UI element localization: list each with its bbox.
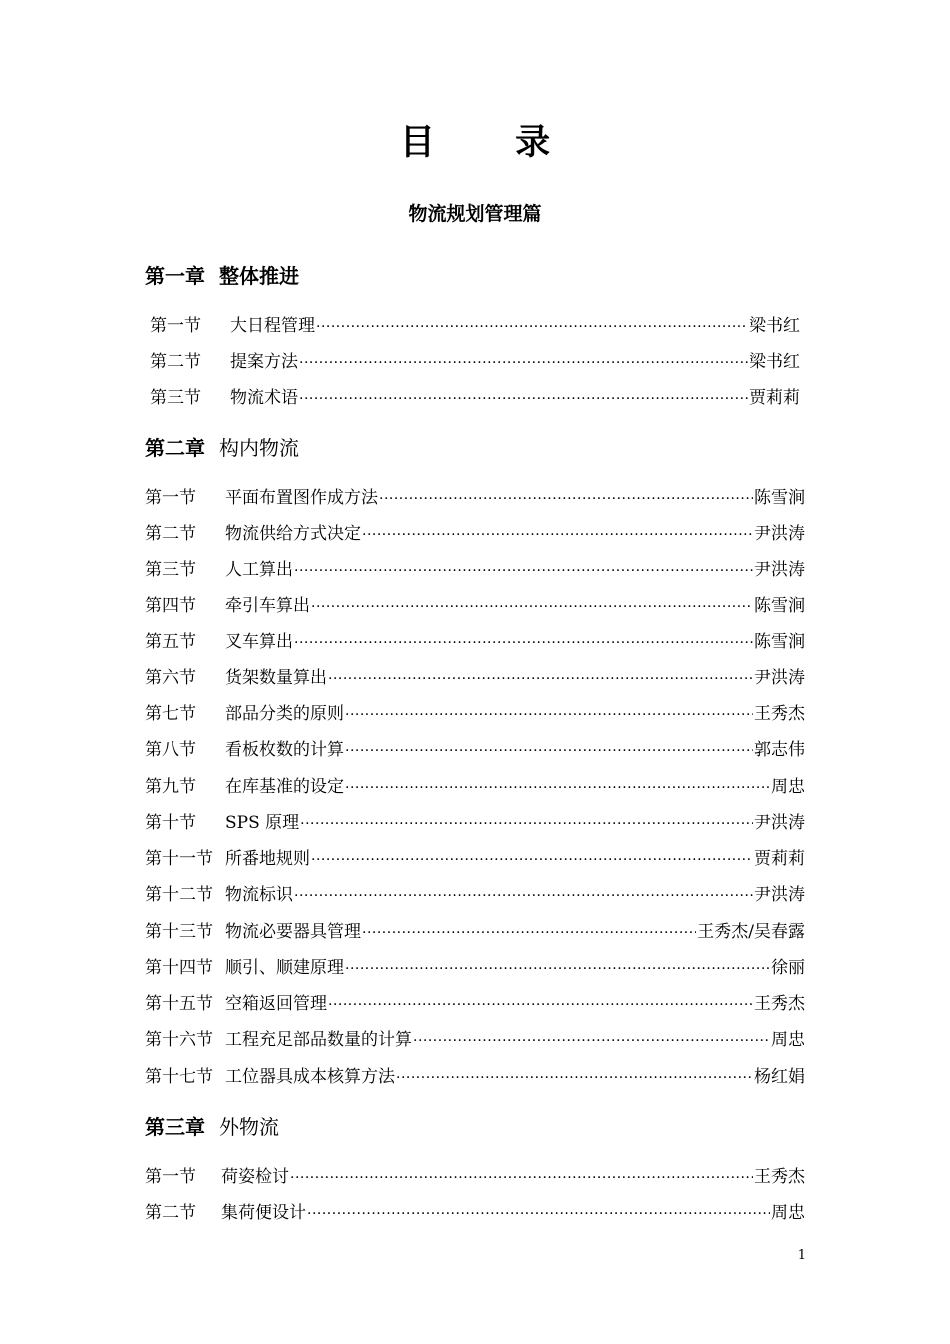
toc-entry[interactable] [145, 846, 805, 873]
chapter-name: 整体推进 [219, 264, 299, 288]
section-number: 第三节 [150, 388, 201, 408]
section-number: 第七节 [145, 704, 196, 724]
toc-entry[interactable] [145, 919, 805, 946]
dot-leader [311, 594, 753, 620]
section-number: 第十二节 [145, 885, 213, 905]
toc-entry[interactable] [145, 557, 805, 584]
toc-entry[interactable] [145, 810, 805, 837]
dot-leader [379, 486, 753, 512]
section-author: 梁书红 [749, 316, 800, 336]
section-author: 杨红娟 [754, 1067, 805, 1087]
section-title: 部品分类的原则 [225, 704, 344, 724]
toc-entry[interactable] [145, 665, 805, 692]
section-number: 第三节 [145, 560, 196, 580]
toc-entry[interactable] [145, 701, 805, 728]
section-title: 大日程管理 [230, 316, 315, 336]
section-author: 王秀杰 [754, 994, 805, 1014]
dot-leader [299, 386, 748, 412]
section-author: 周忠 [771, 1030, 805, 1050]
section-number: 第十七节 [145, 1067, 213, 1087]
chapter-number: 第一章 [145, 264, 205, 288]
section-author: 陈雪涧 [754, 488, 805, 508]
section-number: 第十五节 [145, 994, 213, 1014]
dot-leader [362, 920, 696, 946]
chapter-number: 第三章 [145, 1115, 205, 1139]
toc-entry[interactable] [145, 1027, 805, 1054]
section-title: 空箱返回管理 [225, 994, 327, 1014]
dot-leader [307, 1201, 770, 1227]
chapter-number: 第二章 [145, 436, 205, 460]
section-author: 贾莉莉 [749, 388, 800, 408]
toc-entry[interactable] [145, 521, 805, 548]
section-number: 第十四节 [145, 958, 213, 978]
section-title: 工程充足部品数量的计算 [225, 1030, 412, 1050]
section-author: 尹洪涛 [754, 885, 805, 905]
section-title: 平面布置图作成方法 [225, 488, 378, 508]
page-number: 1 [797, 1248, 806, 1263]
toc-entry[interactable] [150, 349, 800, 376]
page-title: 目 录 [399, 123, 585, 163]
dot-leader [345, 775, 770, 801]
section-number: 第四节 [145, 596, 196, 616]
chapter-heading [145, 1113, 279, 1141]
section-title: 看板枚数的计算 [225, 740, 344, 760]
dot-leader [311, 847, 753, 873]
section-title: SPS 原理 [225, 813, 300, 833]
section-title: 所番地规则 [225, 849, 310, 869]
dot-leader [300, 811, 753, 837]
section-number: 第一节 [145, 1167, 196, 1187]
dot-leader [345, 702, 753, 728]
dot-leader [328, 992, 753, 1018]
section-number: 第九节 [145, 777, 196, 797]
section-author: 郭志伟 [754, 740, 805, 760]
dot-leader [294, 630, 753, 656]
section-number: 第二节 [150, 352, 201, 372]
dot-leader [345, 956, 770, 982]
section-author: 尹洪涛 [754, 560, 805, 580]
toc-entry[interactable] [145, 991, 805, 1018]
section-title: 货架数量算出 [225, 668, 327, 688]
toc-entry[interactable] [145, 593, 805, 620]
section-author: 徐丽 [771, 958, 805, 978]
section-number: 第二节 [145, 1203, 196, 1223]
dot-leader [294, 558, 753, 584]
chapter-heading [145, 434, 299, 462]
section-author: 周忠 [771, 777, 805, 797]
section-title: 叉车算出 [225, 632, 293, 652]
toc-entry[interactable] [145, 629, 805, 656]
section-title: 物流标识 [225, 885, 293, 905]
dot-leader [290, 1165, 753, 1191]
section-title: 物流供给方式决定 [225, 524, 361, 544]
chapter-heading [145, 262, 299, 290]
section-number: 第一节 [150, 316, 201, 336]
toc-entry[interactable] [145, 485, 805, 512]
section-author: 周忠 [771, 1203, 805, 1223]
section-title: 牵引车算出 [225, 596, 310, 616]
section-title: 荷姿检讨 [221, 1167, 289, 1187]
section-number: 第五节 [145, 632, 196, 652]
section-author: 王秀杰 [754, 1167, 805, 1187]
toc-entry[interactable] [145, 1064, 805, 1091]
section-title: 集荷便设计 [221, 1203, 306, 1223]
section-author: 王秀杰 [754, 704, 805, 724]
toc-entry[interactable] [150, 313, 800, 340]
toc-entry[interactable] [150, 385, 800, 412]
section-number: 第十六节 [145, 1030, 213, 1050]
chapter-name: 构内物流 [219, 436, 299, 460]
section-title: 工位器具成本核算方法 [225, 1067, 395, 1087]
section-author: 尹洪涛 [754, 668, 805, 688]
part-subtitle: 物流规划管理篇 [408, 203, 542, 225]
dot-leader [328, 666, 753, 692]
section-title: 物流术语 [230, 388, 298, 408]
section-title: 提案方法 [230, 352, 298, 372]
dot-leader [362, 522, 753, 548]
section-number: 第十节 [145, 813, 196, 833]
dot-leader [345, 738, 753, 764]
dot-leader [294, 883, 753, 909]
toc-entry[interactable] [145, 1200, 805, 1227]
section-author: 尹洪涛 [754, 813, 805, 833]
toc-entry[interactable] [145, 955, 805, 982]
section-author: 贾莉莉 [754, 849, 805, 869]
section-number: 第十一节 [145, 849, 213, 869]
toc-entry[interactable] [145, 882, 805, 909]
section-title: 物流必要器具管理 [225, 922, 361, 942]
toc-entry[interactable] [145, 737, 805, 764]
section-author: 尹洪涛 [754, 524, 805, 544]
toc-entry[interactable] [145, 774, 805, 801]
section-number: 第一节 [145, 488, 196, 508]
section-author: 陈雪涧 [754, 596, 805, 616]
section-author: 王秀杰/吴春露 [697, 922, 805, 942]
section-number: 第六节 [145, 668, 196, 688]
section-number: 第十三节 [145, 922, 213, 942]
dot-leader [316, 314, 748, 340]
chapter-name: 外物流 [219, 1115, 279, 1139]
section-number: 第二节 [145, 524, 196, 544]
toc-entry[interactable] [145, 1164, 805, 1191]
section-title: 人工算出 [225, 560, 293, 580]
dot-leader [299, 350, 748, 376]
section-title: 顺引、顺建原理 [225, 958, 344, 978]
dot-leader [413, 1028, 770, 1054]
section-author: 梁书红 [749, 352, 800, 372]
section-number: 第八节 [145, 740, 196, 760]
section-title: 在库基准的设定 [225, 777, 344, 797]
section-author: 陈雪涧 [754, 632, 805, 652]
dot-leader [396, 1065, 753, 1091]
